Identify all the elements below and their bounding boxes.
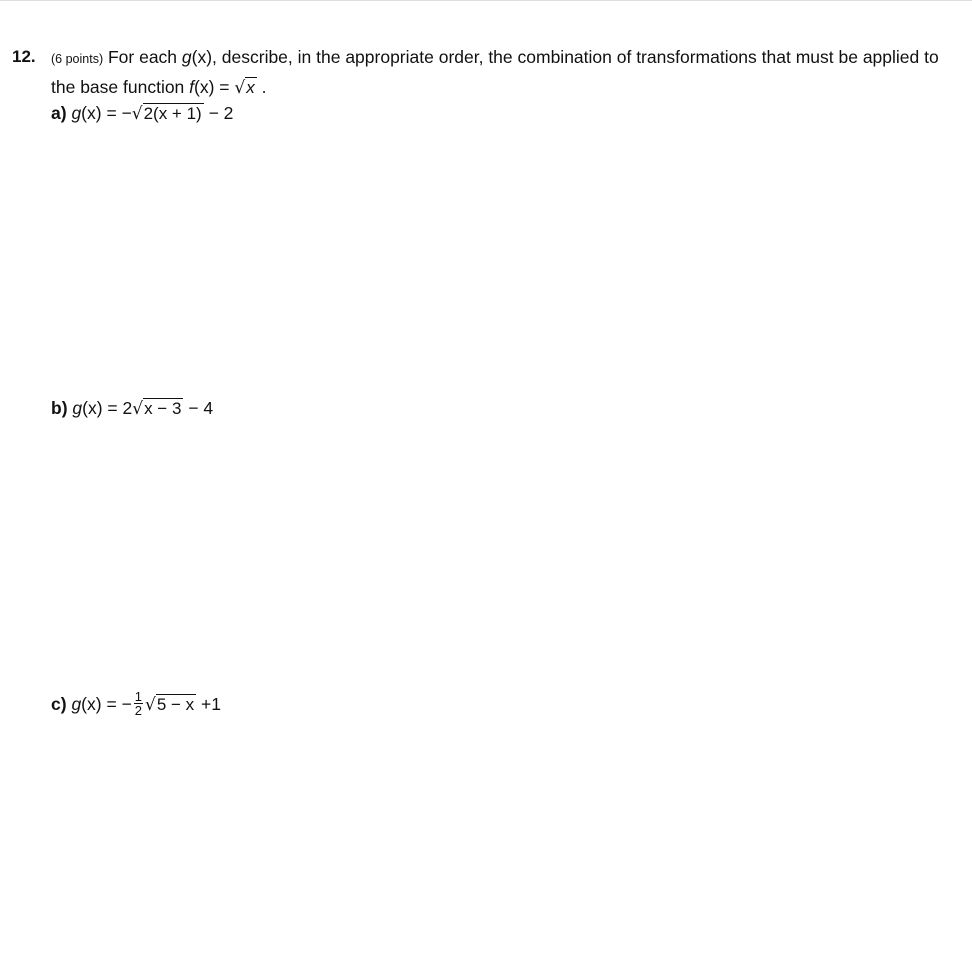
prompt-g-func: g [181,47,192,67]
top-rule [0,0,972,1]
part-a-expression [71,103,233,123]
prompt-equals: = [214,77,235,97]
part-c-sqrt [145,690,196,719]
question-12 [12,43,962,102]
prompt-end-punct: . [256,77,267,97]
part-a-label: a) [51,103,67,123]
radical-sign: √ [144,695,156,715]
question-number: 12. [12,47,36,66]
part-c-eq: = − [101,694,132,714]
radical-sign: √ [132,399,144,419]
part-b-sqrt [132,394,183,423]
part-b-lhs-arg: (x) [82,398,103,418]
part-c [51,690,221,719]
part-b-tail: − 4 [183,398,214,418]
question-prompt [51,43,962,102]
question-points: (6 points) [51,52,104,66]
part-b-radicand: x − 3 [144,399,182,418]
part-a-eq: = − [101,103,132,123]
part-a-sqrt [132,99,204,128]
part-b-expression [72,398,213,418]
radical-sign: √ [131,104,143,124]
part-c-lhs: g [71,694,82,714]
part-c-expression [71,688,221,718]
prompt-f-func: f [189,77,195,97]
part-c-tail: +1 [196,694,221,714]
part-a-lhs-arg: (x) [81,103,102,123]
base-radicand: x [246,78,255,97]
part-a-tail: − 2 [203,103,234,123]
base-function-sqrt [234,73,256,102]
part-c-frac-num: 1 [134,688,142,704]
part-a-radicand: 2(x + 1) [143,104,202,123]
part-c-lhs-arg: (x) [81,694,102,714]
part-a [51,99,233,128]
part-c-radicand: 5 − x [156,695,195,714]
part-b-label: b) [51,398,68,418]
prompt-g-arg: (x) [191,47,213,67]
prompt-text-1: For each [103,47,182,67]
part-b [51,394,213,423]
prompt-f-arg: (x) [194,77,215,97]
part-b-eq: = 2 [102,398,133,418]
part-c-frac-den: 2 [134,702,142,718]
part-b-lhs: g [72,398,83,418]
prompt-text-2: , describe, in the appropriate order, the combination of transformations that must be applied to the base function [51,47,939,97]
part-c-fraction [134,690,143,717]
part-c-label: c) [51,694,67,714]
part-a-lhs: g [71,103,82,123]
radical-sign: √ [234,78,246,98]
